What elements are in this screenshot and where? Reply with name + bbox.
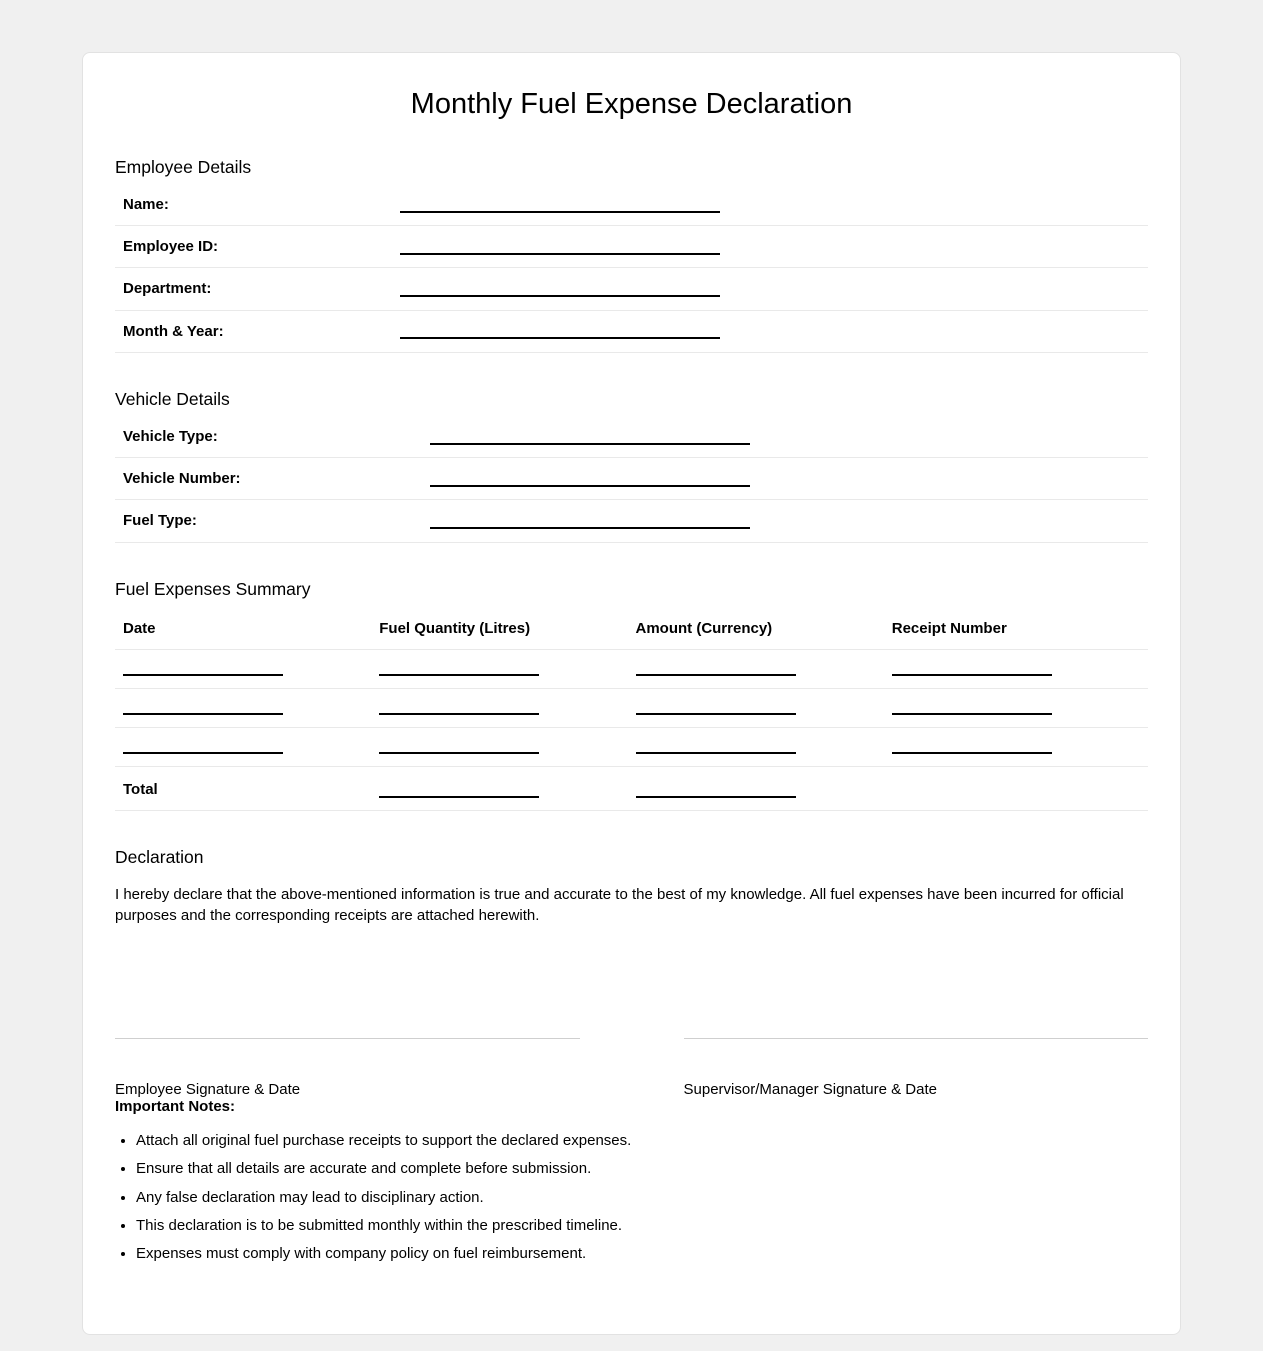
expense-cell-quantity [379,666,635,676]
field-label-name: Name: [123,195,169,213]
department-write-line [400,281,720,297]
field-row-fuel-type [115,500,1148,542]
vehicle-number-write-line [430,471,750,487]
employee-signature-area [115,1038,580,1099]
expense-cell-receipt [892,744,1148,754]
expense-cell-quantity [379,705,635,715]
field-row-employee-id [115,226,1148,268]
notes-list [115,1131,1148,1264]
column-header-receipt-number: Receipt Number [891,619,1007,637]
cell-write-line [123,666,283,676]
field-row-vehicle-number [115,458,1148,500]
note-item: • Attach all original fuel purchase receipts to support the declared expenses. [136,1131,1148,1151]
section-heading-employee-details: Employee Details [115,156,252,177]
employee-id-write-line [400,239,720,255]
cell-write-line [892,666,1052,676]
cell-write-line [636,744,796,754]
field-row-month-year [115,311,1148,353]
supervisor-signature-area [684,1038,1149,1099]
note-item: • Expenses must comply with company policy on fuel reimbursement. [136,1244,1148,1264]
expense-cell-date [123,666,379,676]
form-document [82,52,1181,1335]
field-row-department [115,268,1148,310]
section-heading-fuel-expenses: Fuel Expenses Summary [115,578,311,599]
cell-write-line [379,794,539,798]
cell-write-line [636,666,796,676]
cell-write-line [892,744,1052,754]
column-header-fuel-quantity: Fuel Quantity (Litres) [379,619,531,637]
section-heading-vehicle-details: Vehicle Details [115,388,230,409]
declaration-section [115,847,1148,926]
fuel-type-write-line [430,513,750,529]
cell-write-line [379,705,539,715]
declaration-text: I hereby declare that the above-mentioned information is true and accurate to the best of my knowledge. All fuel expenses have been incurred for official purposes and the corresponding receipts are attached herewith. [115,886,1124,925]
cell-write-line [892,705,1052,715]
column-header-date: Date [123,619,156,637]
expense-cell-quantity [379,744,635,754]
field-row-vehicle-type [115,416,1148,458]
field-label-vehicle-type: Vehicle Type: [123,427,218,445]
cell-write-line [123,744,283,754]
total-cell-quantity [379,794,635,798]
cell-write-line [636,705,796,715]
fuel-expenses-section [115,579,1148,812]
expenses-table-header [115,606,1148,650]
expense-cell-receipt [892,666,1148,676]
expense-row-3 [115,728,1148,767]
note-item: • Any false declaration may lead to disciplinary action. [136,1188,1148,1208]
note-item: • Ensure that all details are accurate and complete before submission. [136,1159,1148,1179]
important-notes-section [115,1099,1148,1265]
section-heading-declaration: Declaration [115,847,204,868]
cell-write-line [379,666,539,676]
field-row-name [115,184,1148,226]
vehicle-details-section [115,389,1148,543]
month-year-write-line [400,323,720,339]
note-item: • This declaration is to be submitted monthly within the prescribed timeline. [136,1216,1148,1236]
field-label-department: Department: [123,280,212,298]
name-write-line [400,197,720,213]
employee-signature-label: Employee Signature & Date [115,1081,301,1099]
signature-block [115,1038,1148,1099]
cell-write-line [123,705,283,715]
total-row [115,767,1148,811]
expense-row-1 [115,650,1148,689]
total-cell-amount [636,794,892,798]
supervisor-signature-label: Supervisor/Manager Signature & Date [683,1081,937,1099]
notes-heading: Important Notes: [115,1097,235,1115]
field-label-fuel-type: Fuel Type: [123,512,197,530]
expense-cell-amount [636,705,892,715]
field-label-employee-id: Employee ID: [123,238,219,256]
cell-write-line [379,744,539,754]
vehicle-type-write-line [430,429,750,445]
expense-cell-amount [636,744,892,754]
expense-cell-date [123,744,379,754]
cell-write-line [636,794,796,798]
page-title: Monthly Fuel Expense Declaration [410,88,853,120]
field-label-month-year: Month & Year: [123,322,224,340]
expense-cell-date [123,705,379,715]
total-label: Total [123,780,158,798]
expense-cell-receipt [892,705,1148,715]
column-header-amount: Amount (Currency) [635,619,773,637]
expense-row-2 [115,689,1148,728]
expense-cell-amount [636,666,892,676]
field-label-vehicle-number: Vehicle Number: [123,470,241,488]
employee-details-section [115,157,1148,353]
